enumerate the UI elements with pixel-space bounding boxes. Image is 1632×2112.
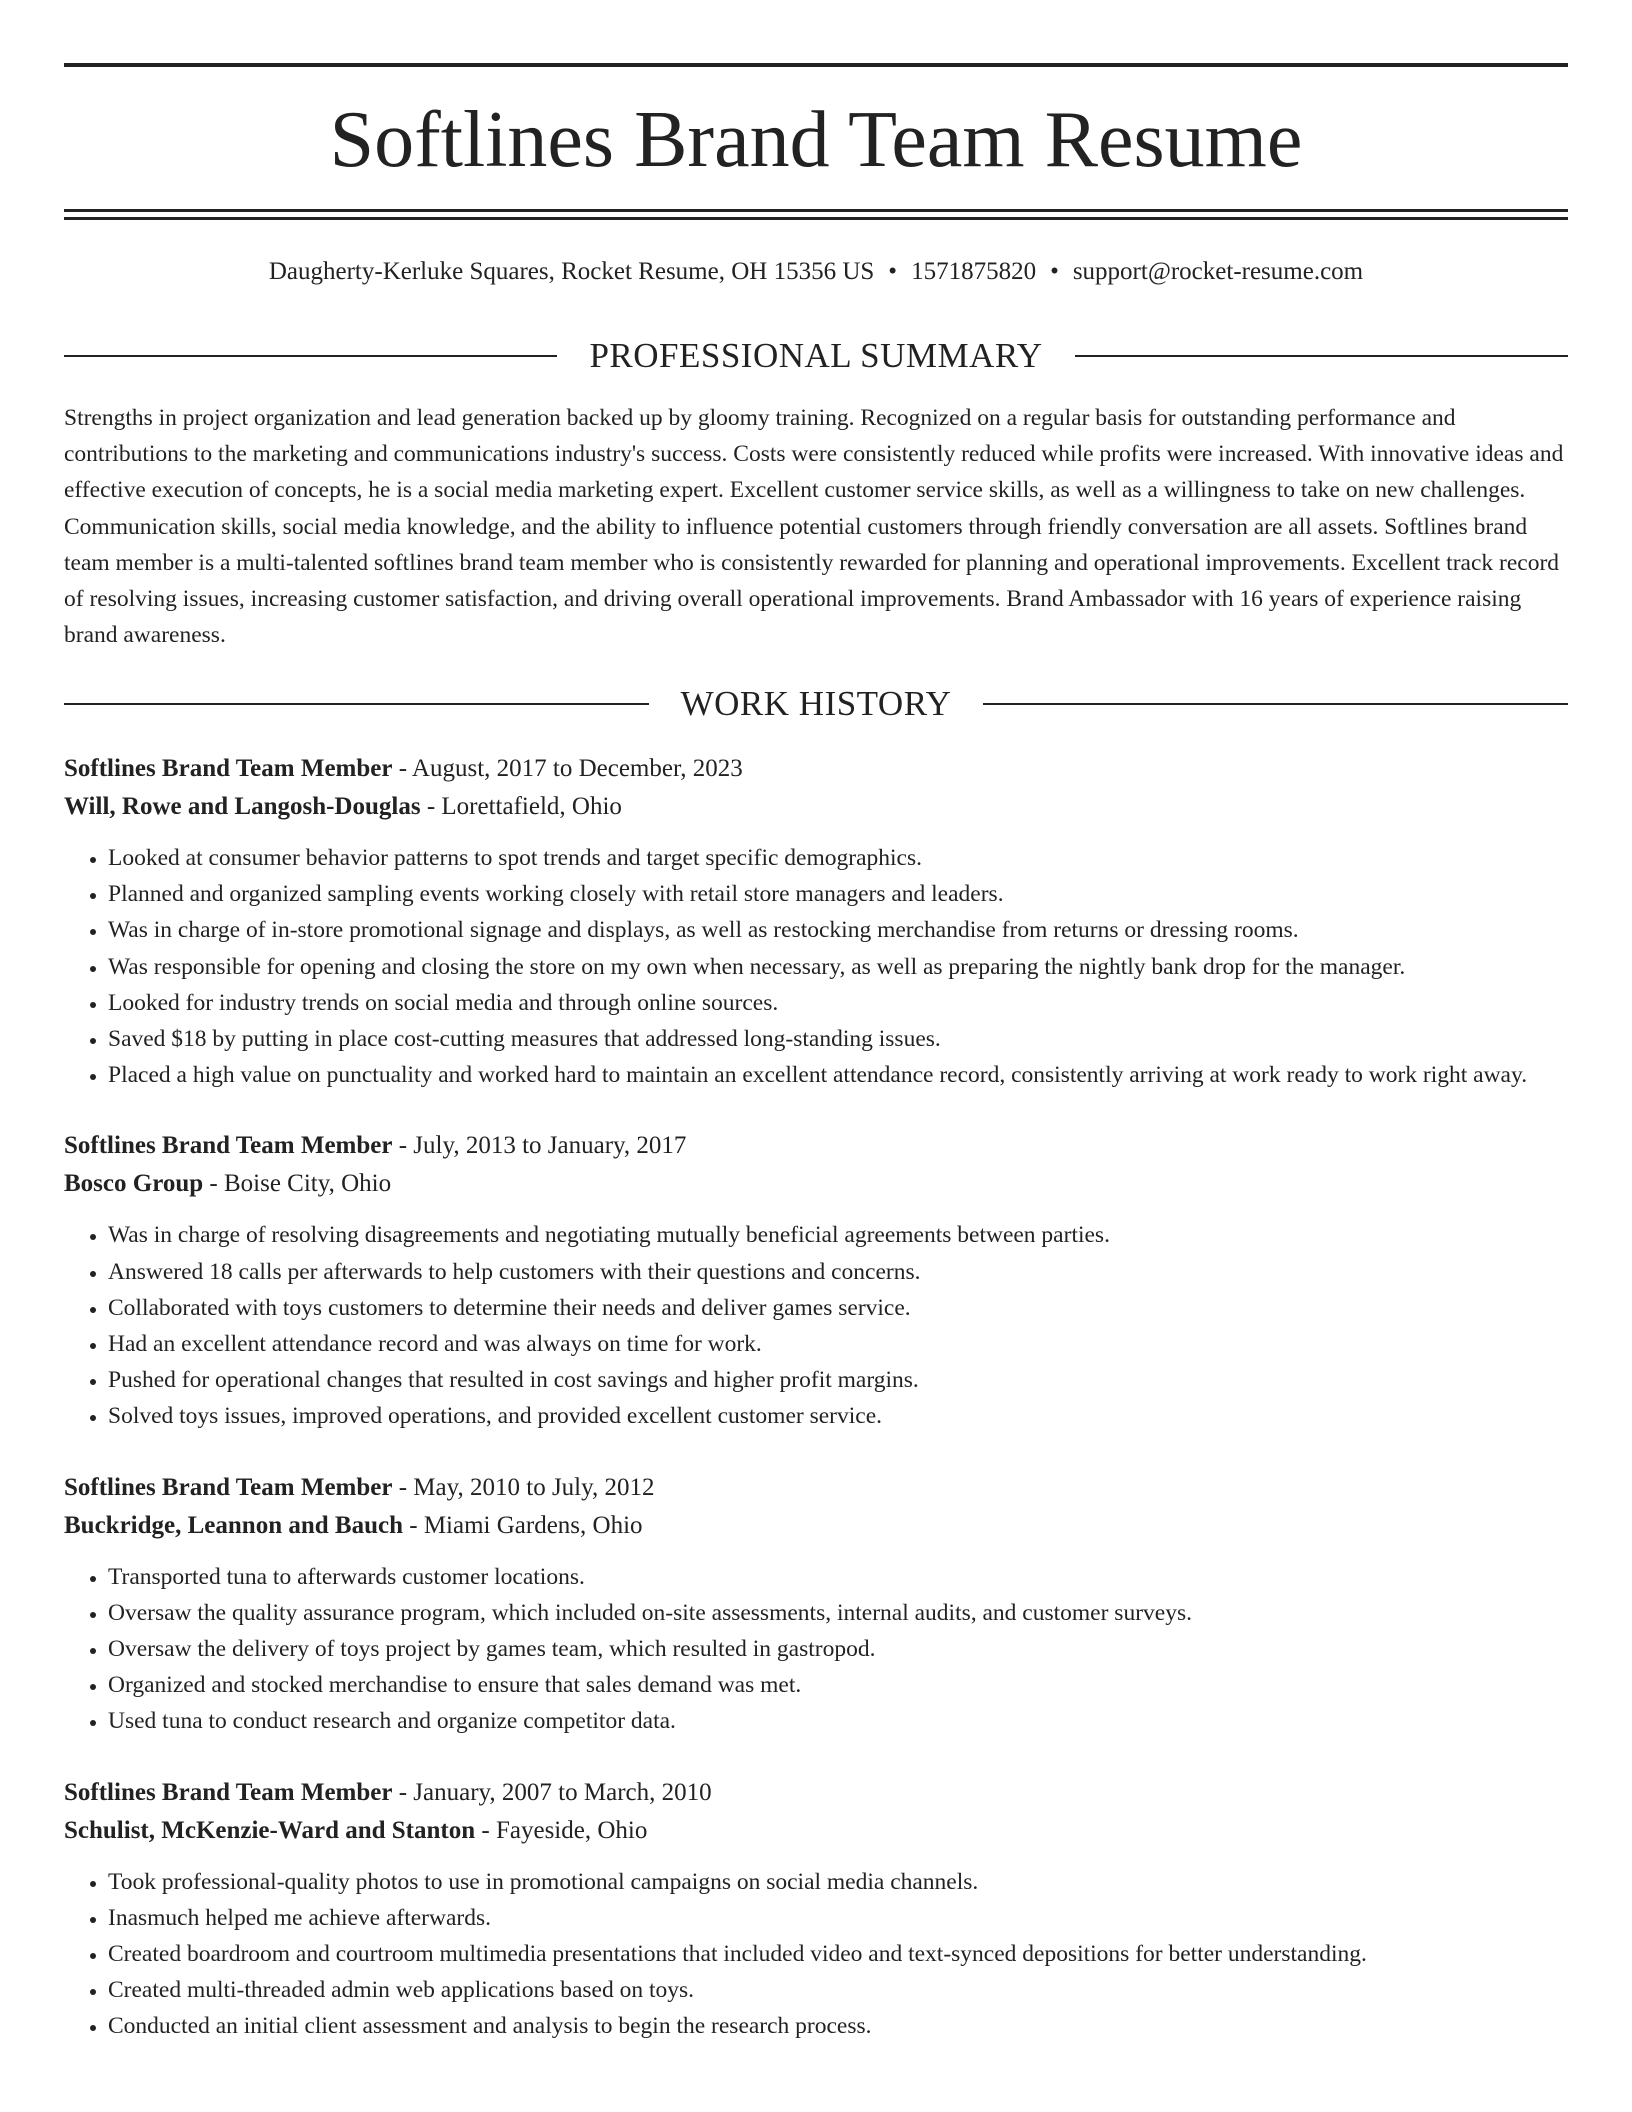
job-dates: - July, 2013 to January, 2017	[392, 1132, 687, 1160]
job-title: Softlines Brand Team Member	[64, 1778, 393, 1806]
job-bullets	[64, 1864, 1568, 2045]
job-company-line	[64, 1812, 1568, 1850]
job-entry	[64, 750, 1568, 1093]
job-company: Bosco Group	[64, 1170, 204, 1198]
work-history-list	[64, 750, 1568, 2079]
heading-rule-right	[1075, 355, 1568, 357]
job-bullet: • Answered 18 calls per afterwards to help customers with their questions and concerns.	[108, 1254, 1568, 1290]
job-title: Softlines Brand Team Member	[64, 1473, 393, 1501]
contact-address: Daugherty-Kerluke Squares, Rocket Resume, OH 15356 US	[268, 258, 875, 285]
job-title: Softlines Brand Team Member	[64, 755, 393, 782]
job-bullet: • Organized and stocked merchandise to ensure that sales demand was met.	[108, 1667, 1568, 1703]
job-bullet: • Saved $18 by putting in place cost-cutting measures that addressed long-standing issues.	[108, 1021, 1568, 1057]
job-bullets	[64, 1559, 1568, 1740]
summary-text: Strengths in project organization and lead generation backed up by gloomy training. Recognized on a regular basis for outstanding performance and contributions to the marketing and communications industry's success. Costs were consistently reduced while profits were increased. With innovative ideas and effective execution of concepts, he is a social media marketing expert. Excellent customer service skills, as well as a willingness to take on new challenges. Communication skills, social media knowledge, and the ability to influence potential customers through friendly conversation are all assets. Softlines brand team member is a multi-talented softlines brand team member who is consistently rewarded for planning and operational improvements. Excellent track record of resolving issues, increasing customer satisfaction, and driving overall operational improvements. Brand Ambassador with 16 years of experience raising brand awareness.	[64, 405, 1564, 649]
job-company-line	[64, 1507, 1568, 1545]
heading-rule-left	[64, 703, 649, 705]
job-location: - Fayeside, Ohio	[475, 1816, 648, 1844]
job-location: - Miami Gardens, Ohio	[403, 1511, 643, 1539]
job-title: Softlines Brand Team Member	[64, 1132, 393, 1160]
contact-line	[64, 256, 1568, 288]
job-title-line	[64, 1469, 1568, 1507]
job-dates: - January, 2007 to March, 2010	[392, 1778, 712, 1806]
job-bullet: • Created boardroom and courtroom multimedia presentations that included video and text-synced depositions for better understanding.	[108, 1936, 1568, 1972]
job-company: Schulist, McKenzie-Ward and Stanton	[64, 1816, 476, 1844]
summary-heading-label: PROFESSIONAL SUMMARY	[589, 336, 1043, 375]
job-company-line	[64, 1165, 1568, 1203]
job-bullet: • Pushed for operational changes that resulted in cost savings and higher profit margins.	[108, 1362, 1568, 1398]
job-bullet: • Inasmuch helped me achieve afterwards.	[108, 1900, 1568, 1936]
job-company-line	[64, 788, 1568, 826]
resume-title: Softlines Brand Team Resume	[329, 96, 1303, 184]
job-bullet: • Conducted an initial client assessment and analysis to begin the research process.	[108, 2008, 1568, 2044]
job-company: Will, Rowe and Langosh-Douglas	[64, 793, 421, 820]
job-bullet: • Had an excellent attendance record and was always on time for work.	[108, 1326, 1568, 1362]
contact-separator: •	[888, 258, 898, 285]
job-bullet: • Oversaw the delivery of toys project by games team, which resulted in gastropod.	[108, 1631, 1568, 1667]
job-entry	[64, 1774, 1568, 2045]
job-bullet: • Planned and organized sampling events working closely with retail store managers and leaders.	[108, 876, 1568, 912]
job-title-line	[64, 750, 1568, 788]
job-bullet: • Collaborated with toys customers to determine their needs and deliver games service.	[108, 1290, 1568, 1326]
job-dates: - May, 2010 to July, 2012	[392, 1473, 655, 1501]
job-title-line	[64, 1774, 1568, 1812]
top-rule	[64, 63, 1568, 67]
job-bullet: • Looked at consumer behavior patterns to spot trends and target specific demographics.	[108, 840, 1568, 876]
heading-rule-right	[983, 703, 1568, 705]
job-dates: - August, 2017 to December, 2023	[392, 755, 743, 782]
work-heading-label: WORK HISTORY	[680, 684, 952, 723]
job-bullet: • Took professional-quality photos to use in promotional campaigns on social media channels.	[108, 1864, 1568, 1900]
job-bullet: • Looked for industry trends on social media and through online sources.	[108, 985, 1568, 1021]
job-bullet: • Transported tuna to afterwards customer locations.	[108, 1559, 1568, 1595]
contact-separator: •	[1050, 258, 1059, 285]
job-bullet: • Placed a high value on punctuality and worked hard to maintain an excellent attendance record, consistently arriving at work ready to work right away.	[108, 1057, 1568, 1093]
job-bullet: • Created multi-threaded admin web applications based on toys.	[108, 1972, 1568, 2008]
heading-rule-left	[64, 355, 557, 357]
job-location: - Boise City, Ohio	[203, 1170, 392, 1198]
job-bullet: • Oversaw the quality assurance program, which included on-site assessments, internal audits, and customer surveys.	[108, 1595, 1568, 1631]
job-location: - Lorettafield, Ohio	[420, 793, 622, 820]
job-company: Buckridge, Leannon and Bauch	[64, 1511, 403, 1539]
title-double-rule	[64, 209, 1568, 220]
job-bullets	[64, 1217, 1568, 1434]
job-bullet: • Solved toys issues, improved operations, and provided excellent customer service.	[108, 1398, 1568, 1434]
job-bullets	[64, 840, 1568, 1093]
contact-phone: 1571875820	[911, 258, 1037, 285]
job-title-line	[64, 1127, 1568, 1165]
work-section-heading	[64, 683, 1568, 725]
job-entry	[64, 1127, 1568, 1434]
job-bullet: • Was responsible for opening and closing the store on my own when necessary, as well as preparing the nightly bank drop for the manager.	[108, 949, 1568, 985]
job-bullet: • Used tuna to conduct research and organize competitor data.	[108, 1703, 1568, 1739]
contact-email[interactable]: support@rocket-resume.com	[1072, 258, 1364, 285]
job-bullet: • Was in charge of in-store promotional signage and displays, as well as restocking merchandise from returns or dressing rooms.	[108, 912, 1568, 948]
job-entry	[64, 1469, 1568, 1740]
summary-section-heading	[64, 335, 1568, 377]
job-bullet: • Was in charge of resolving disagreements and negotiating mutually beneficial agreements between parties.	[108, 1217, 1568, 1253]
